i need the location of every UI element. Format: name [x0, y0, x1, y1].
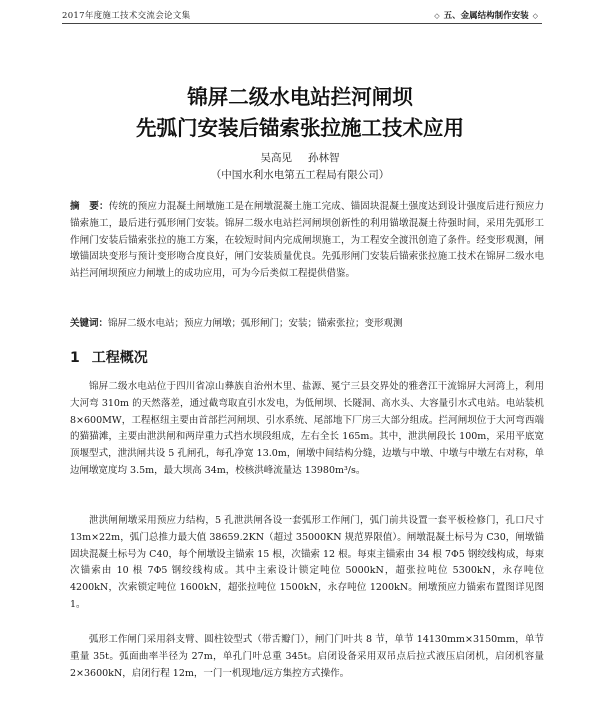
- section-heading: [70, 347, 148, 367]
- section-number: 1: [70, 350, 80, 366]
- keywords: [70, 316, 544, 333]
- paper-title-line-2: 先弧门安装后锚索张拉施工技术应用: [136, 116, 464, 140]
- header-rule: [62, 23, 542, 24]
- section-title: 工程概况: [91, 350, 148, 366]
- header-section-label: [430, 9, 542, 21]
- paper-title-line-1: 锦屏二级水电站拦河闸坝: [187, 85, 413, 109]
- keywords-label: 关键词：: [70, 318, 109, 329]
- abstract-label: 摘 要：: [70, 201, 109, 212]
- abstract-text: 传统的预应力混凝土闸墩施工是在闸墩混凝土施工完成、锚固块混凝土强度达到设计强度后进行预应力锚索施工，最后进行弧形闸门安装。锦屏二级水电站拦河闸坝创新性的利用锚墩混凝土待强时间，采用先弧形工作闸门安装后锚索张拉的施工方案，在较短时间内完成闸坝施工，为工程安全渡汛创造了条件。经变形观测，闸墩锚固块变形与预计变形吻合度良好，闸门安装质量优良。先弧形闸门安装后锚索张拉施工技术在锦屏二级水电站拦河闸坝预应力闸墩上的成功应用，可为今后类似工程提供借鉴。: [70, 201, 544, 280]
- abstract: [70, 199, 544, 335]
- body-paragraph: 泄洪闸闸墩采用预应力结构，5 孔泄洪闸各设一套弧形工作闸门，弧门前共设置一套平板检修门，孔口尺寸 13m×22m，弧门总推力最大值 38659.2KN（超过 35000KN 规范界限值）。闸墩混凝土标号为 C30，闸墩锚固块混凝土标号为 C40，每个闸墩设主锚索 15 根，次锚索 12 根。每束主锚索由 34 根 7Φ5 钢绞线构成，每束次锚索由 10 根 7Φ5 钢绞线构成。其中主索设计锁定吨位 5000kN，超张拉吨位 5300kN，永存吨位 4200kN，次索锁定吨位 1600kN，超张拉吨位 1500kN，永存吨位 1200kN。闸墩预应力锚索布置图详见图 1。: [70, 515, 544, 610]
- author-name: 吴高见: [260, 152, 292, 164]
- body-paragraph: 锦屏二级水电站位于四川省凉山彝族自治州木里、盐源、冕宁三县交界处的雅砻江干流锦屏大河湾上，利用大河弯 310m 的天然落差，通过截弯取直引水发电，为低闸坝、长隧洞、高水头、大容量引水式电站。电站装机 8×600MW，工程枢纽主要由首部拦河闸坝、引水系统、尾部地下厂房三大部分组成。拦河闸坝位于大河弯西端的猫猫滩，主要由泄洪闸和两岸重力式挡水坝段组成，左右全长 165m。其中，泄洪闸段长 100m，采用平底宽顶堰型式，泄洪闸共设 5 孔闸孔，每孔净宽 13.0m，闸墩中间结构分缝，边墩与中墩、中墩与中墩左右对称，单边闸墩宽度均 3.5m，最大坝高 34m，校核洪峰流量达 13980m³/s。: [70, 381, 544, 476]
- author-list: [0, 150, 600, 165]
- diamond-icon: ◇: [532, 12, 538, 20]
- author-affiliation: （中国水利水电第五工程局有限公司）: [210, 169, 390, 181]
- header-proceedings-title: 2017年度施工技术交流会论文集: [62, 11, 191, 21]
- author-name: 孙林智: [308, 152, 340, 164]
- diamond-icon: ◇: [434, 12, 440, 20]
- keywords-text: 锦屏二级水电站；预应力闸墩；弧形闸门；安装；锚索张拉；变形观测: [108, 318, 403, 329]
- running-header: [62, 6, 542, 24]
- body-paragraph: 弧形工作闸门采用斜支臂、圆柱铰型式（带舌瓣门），闸门门叶共 8 节，单节 14130mm×3150mm，单节重量 35t。弧面曲率半径为 27m，单孔门叶总重 345t。启闭设备采用双吊点后拉式液压启闭机，启闭机容量 2×3600kN，启闭行程 12m，一门一机现地/远方集控方式操作。: [70, 634, 544, 679]
- header-section-text: 五、金属结构制作安装: [443, 11, 529, 21]
